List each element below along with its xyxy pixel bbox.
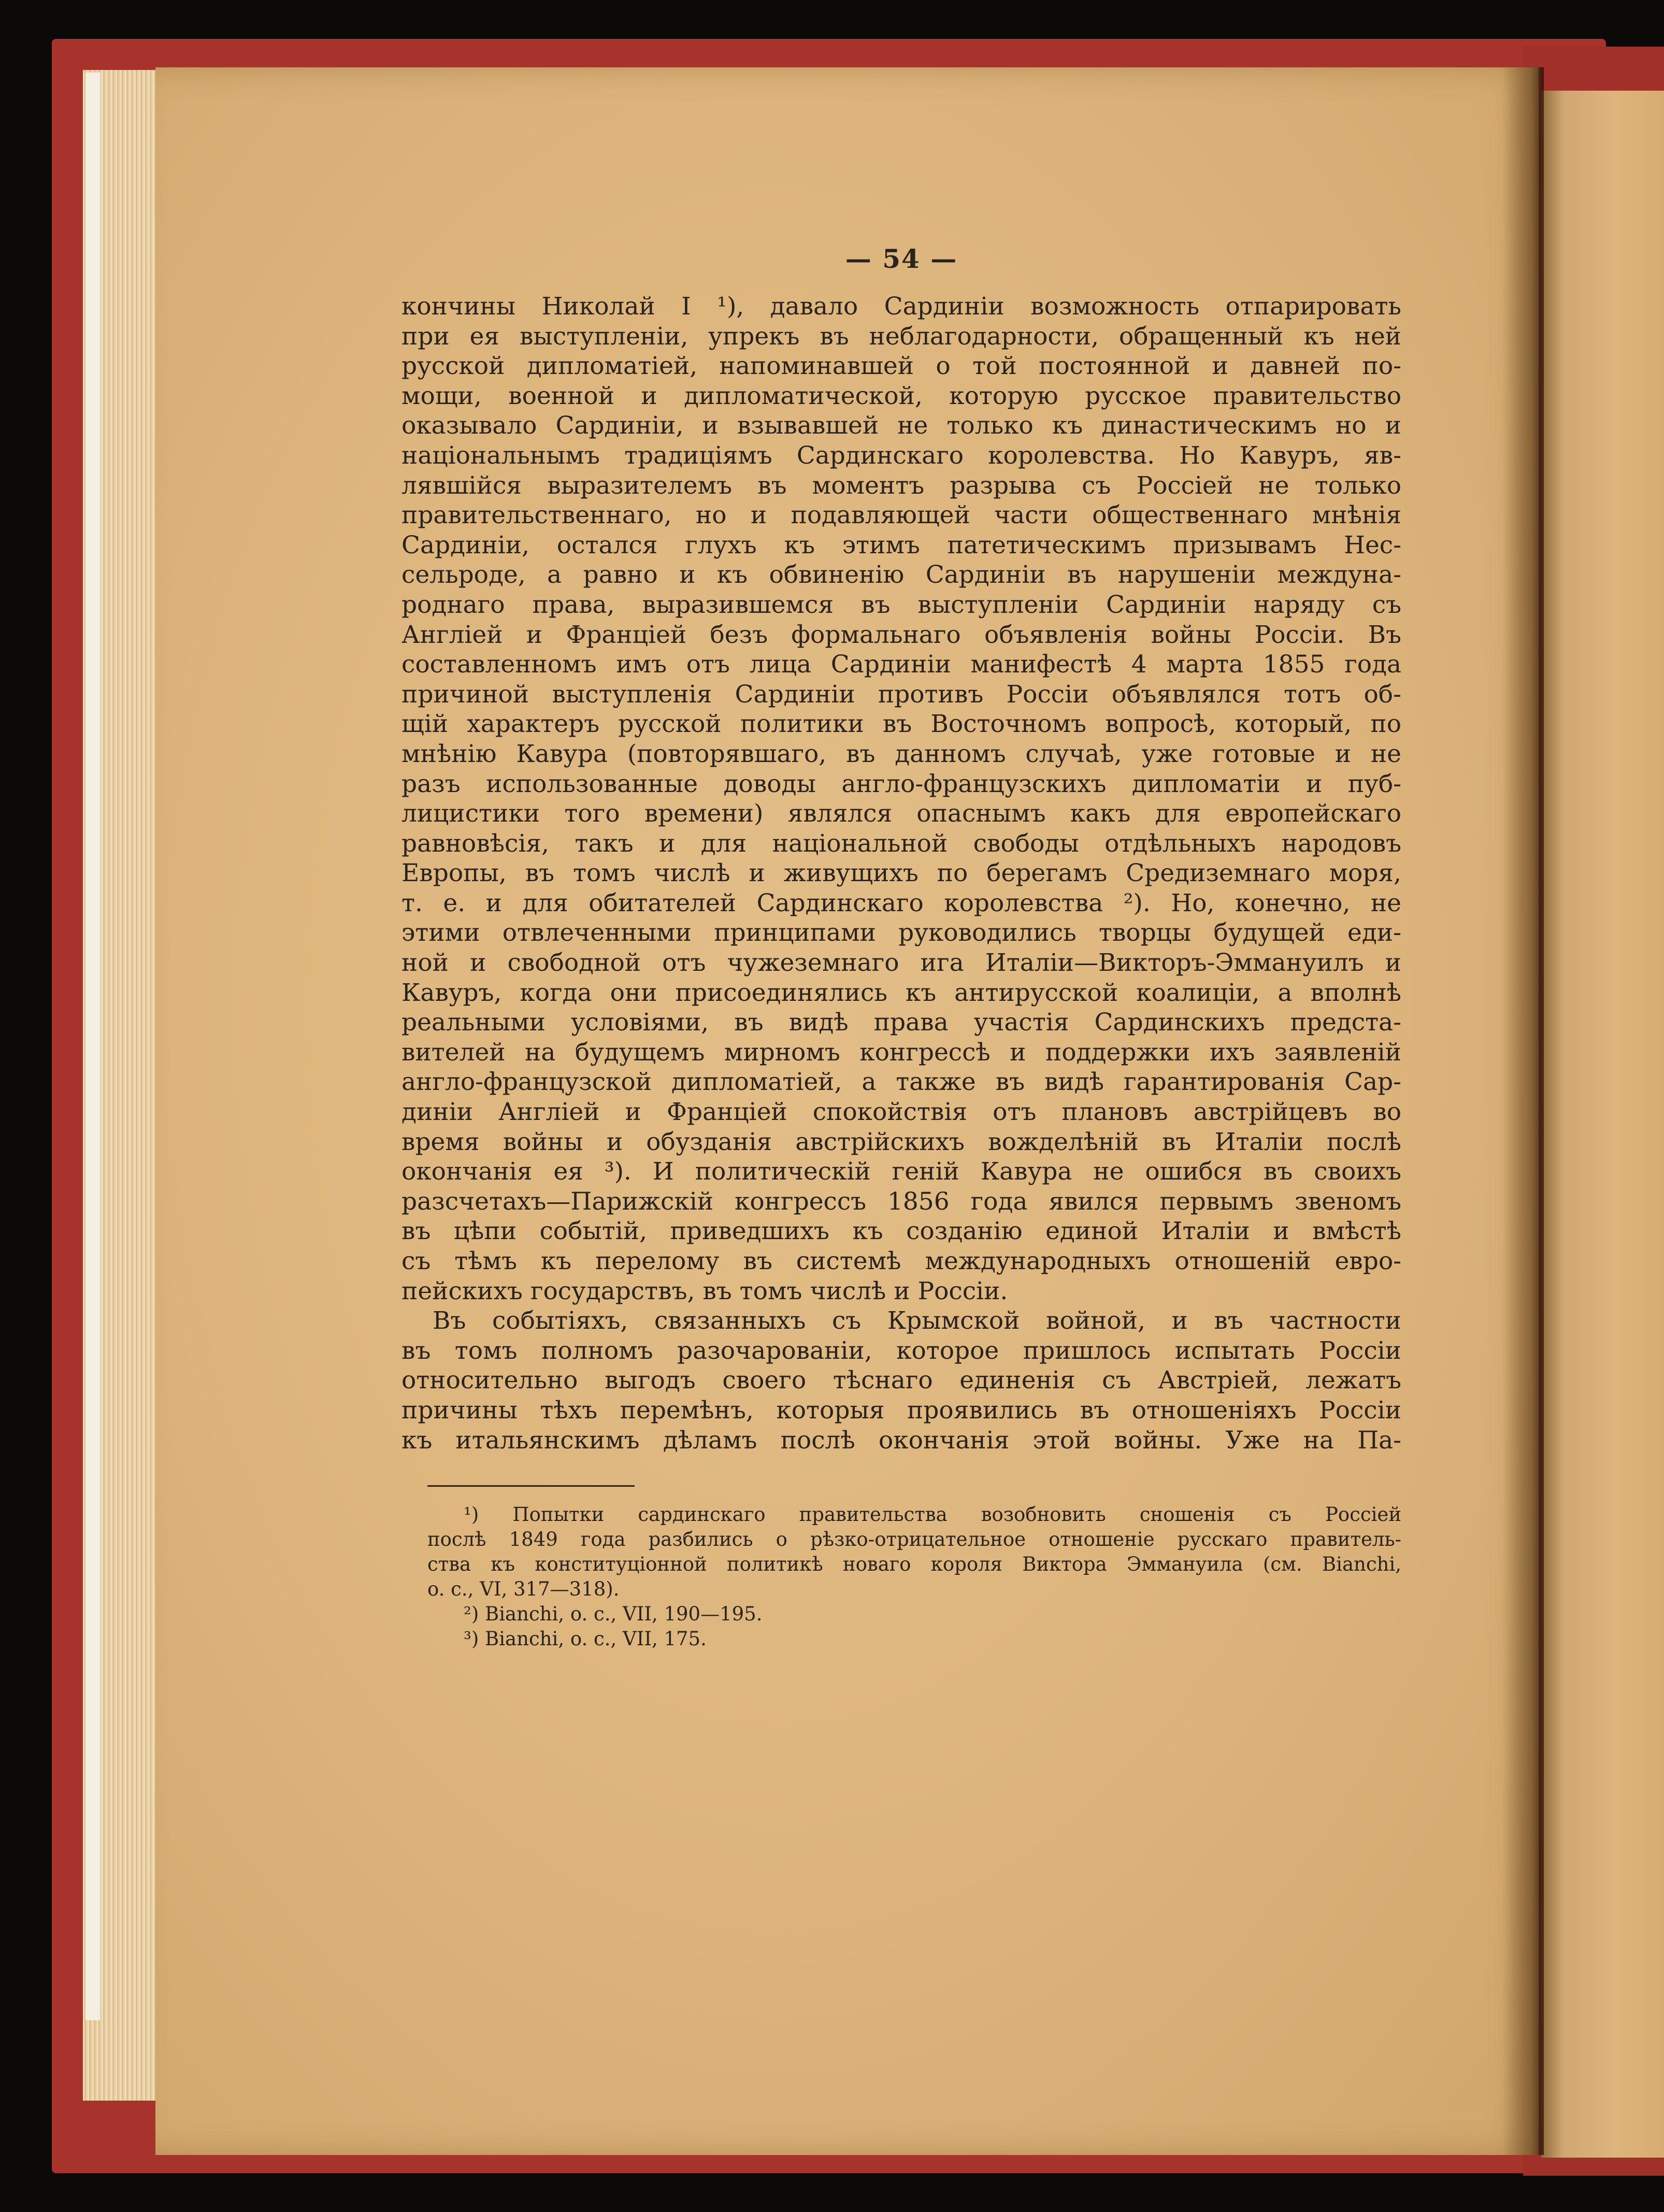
footnote-separator [427, 1485, 635, 1487]
facing-page-edge [1541, 91, 1664, 2158]
footnote-line: ¹) Попытки сардинскаго правительства возобновить сношенiя съ Россiей [464, 1503, 1401, 1526]
body-line: Кавуръ, когда они присоединялись къ антирусской коалицiи, а вполнѣ [401, 978, 1401, 1007]
body-line: разъ использованные доводы англо-французскихъ дипломатiи и пуб- [401, 769, 1401, 798]
body-line: равновѣсiя, такъ и для нацiональной свободы отдѣльныхъ народовъ [401, 829, 1401, 858]
book-gutter-shadow [1502, 67, 1544, 2155]
body-line: сельроде, а равно и къ обвиненiю Сардинiи въ нарушенiи междуна- [401, 561, 1401, 590]
body-line: въ томъ полномъ разочарованiи, которое пришлось испытать Россiи [401, 1336, 1401, 1365]
body-line: русской дипломатiей, напоминавшей о той постоянной и давней по- [401, 352, 1401, 381]
body-line: оказывало Сардинiи, и взывавшей не только къ династическимъ но и [401, 411, 1401, 440]
body-line: мнѣнiю Кавура (повторявшаго, въ данномъ случаѣ, уже готовые и не [401, 739, 1401, 768]
footnotes [401, 1502, 1401, 1651]
footnote-line: ³) Bianchi, o. c., VII, 175. [464, 1628, 707, 1650]
body-line: окончанiя ея ³). И политическiй генiй Кавура не ошибся въ своихъ [401, 1157, 1401, 1186]
body-line: разсчетахъ—Парижскiй конгрессъ 1856 года явился первымъ звеномъ [401, 1187, 1401, 1216]
body-line: этими отвлеченными принципами руководились творцы будущей еди- [401, 918, 1401, 947]
page-stack-white-edge [85, 73, 100, 2020]
page-text [401, 243, 1401, 1651]
body-line: щiй характеръ русской политики въ Восточномъ вопросѣ, который, по [401, 710, 1401, 739]
page-number: — 54 — [845, 243, 958, 274]
body-line: Въ событiяхъ, связанныхъ съ Крымской войной, и въ частности [433, 1306, 1401, 1335]
body-line: пейскихъ государствъ, въ томъ числѣ и Россiи. [401, 1276, 1008, 1305]
body-line: реальными условiями, въ видѣ права участiя Сардинскихъ предста- [401, 1008, 1401, 1037]
body-line: составленномъ имъ отъ лица Сардинiи манифестѣ 4 марта 1855 года [401, 650, 1401, 679]
body-line: къ итальянскимъ дѣламъ послѣ окончанiя этой войны. Уже на Па- [401, 1426, 1401, 1455]
footnote-line: ²) Bianchi, o. c., VII, 190—195. [464, 1603, 763, 1626]
footnote-line: o. c., VI, 317—318). [427, 1578, 620, 1601]
body-line: время войны и обузданiя австрiйскихъ вожделѣнiй въ Италiи послѣ [401, 1127, 1401, 1156]
body-line: съ тѣмъ къ перелому въ системѣ международныхъ отношенiй евро- [401, 1247, 1401, 1275]
body-text [401, 292, 1401, 1455]
footnote-line: послѣ 1849 года разбились о рѣзко-отрицательное отношенiе русскаго правитель- [427, 1528, 1401, 1551]
body-line: правительственнаго, но и подавляющей части общественнаго мнѣнiя [401, 501, 1401, 530]
body-line: причины тѣхъ перемѣнъ, которыя проявились въ отношенiяхъ Россiи [401, 1396, 1401, 1425]
body-line: кончины Николай I ¹), давало Сардинiи возможность отпарировать [401, 292, 1401, 321]
body-line: роднаго права, выразившемся въ выступленiи Сардинiи наряду съ [401, 590, 1401, 619]
body-line: Англiей и Францiей безъ формальнаго объявленiя войны Россiи. Въ [401, 620, 1401, 649]
body-line: нацiональнымъ традицiямъ Сардинскаго королевства. Но Кавуръ, яв- [401, 441, 1401, 470]
body-line: причиной выступленiя Сардинiи противъ Россiи объявлялся тотъ об- [401, 680, 1401, 709]
body-line: Европы, въ томъ числѣ и живущихъ по берегамъ Средиземнаго моря, [401, 859, 1401, 888]
body-line: мощи, военной и дипломатической, которую русское правительство [401, 381, 1401, 410]
body-line: англо-французской дипломатiей, а также въ видѣ гарантированiя Сар- [401, 1068, 1401, 1097]
body-line: т. е. и для обитателей Сардинскаго королевства ²). Но, конечно, не [401, 888, 1401, 917]
body-line: относительно выгодъ своего тѣснаго единенiя съ Австрiей, лежатъ [401, 1366, 1401, 1395]
body-line: Сардинiи, остался глухъ къ этимъ патетическимъ призывамъ Нес- [401, 530, 1401, 559]
body-line: вителей на будущемъ мирномъ конгрессѣ и поддержки ихъ заявленiй [401, 1038, 1401, 1067]
body-line: при ея выступленiи, упрекъ въ неблагодарности, обращенный къ ней [401, 322, 1401, 351]
footnote-line: ства къ конституцiонной политикѣ новаго короля Виктора Эммануила (см. Bianchi, [427, 1553, 1401, 1576]
body-line: лявшiйся выразителемъ въ моментъ разрыва съ Россiей не только [401, 471, 1401, 500]
body-line: въ цѣпи событiй, приведшихъ къ созданiю единой Италiи и вмѣстѣ [401, 1217, 1401, 1246]
body-line: лицистики того времени) являлся опаснымъ какъ для европейскаго [401, 799, 1401, 828]
body-line: динiи Англiей и Францiей спокойствiя отъ плановъ австрiйцевъ во [401, 1098, 1401, 1127]
body-line: ной и свободной отъ чужеземнаго ига Италiи—Викторъ-Эммануилъ и [401, 949, 1401, 978]
